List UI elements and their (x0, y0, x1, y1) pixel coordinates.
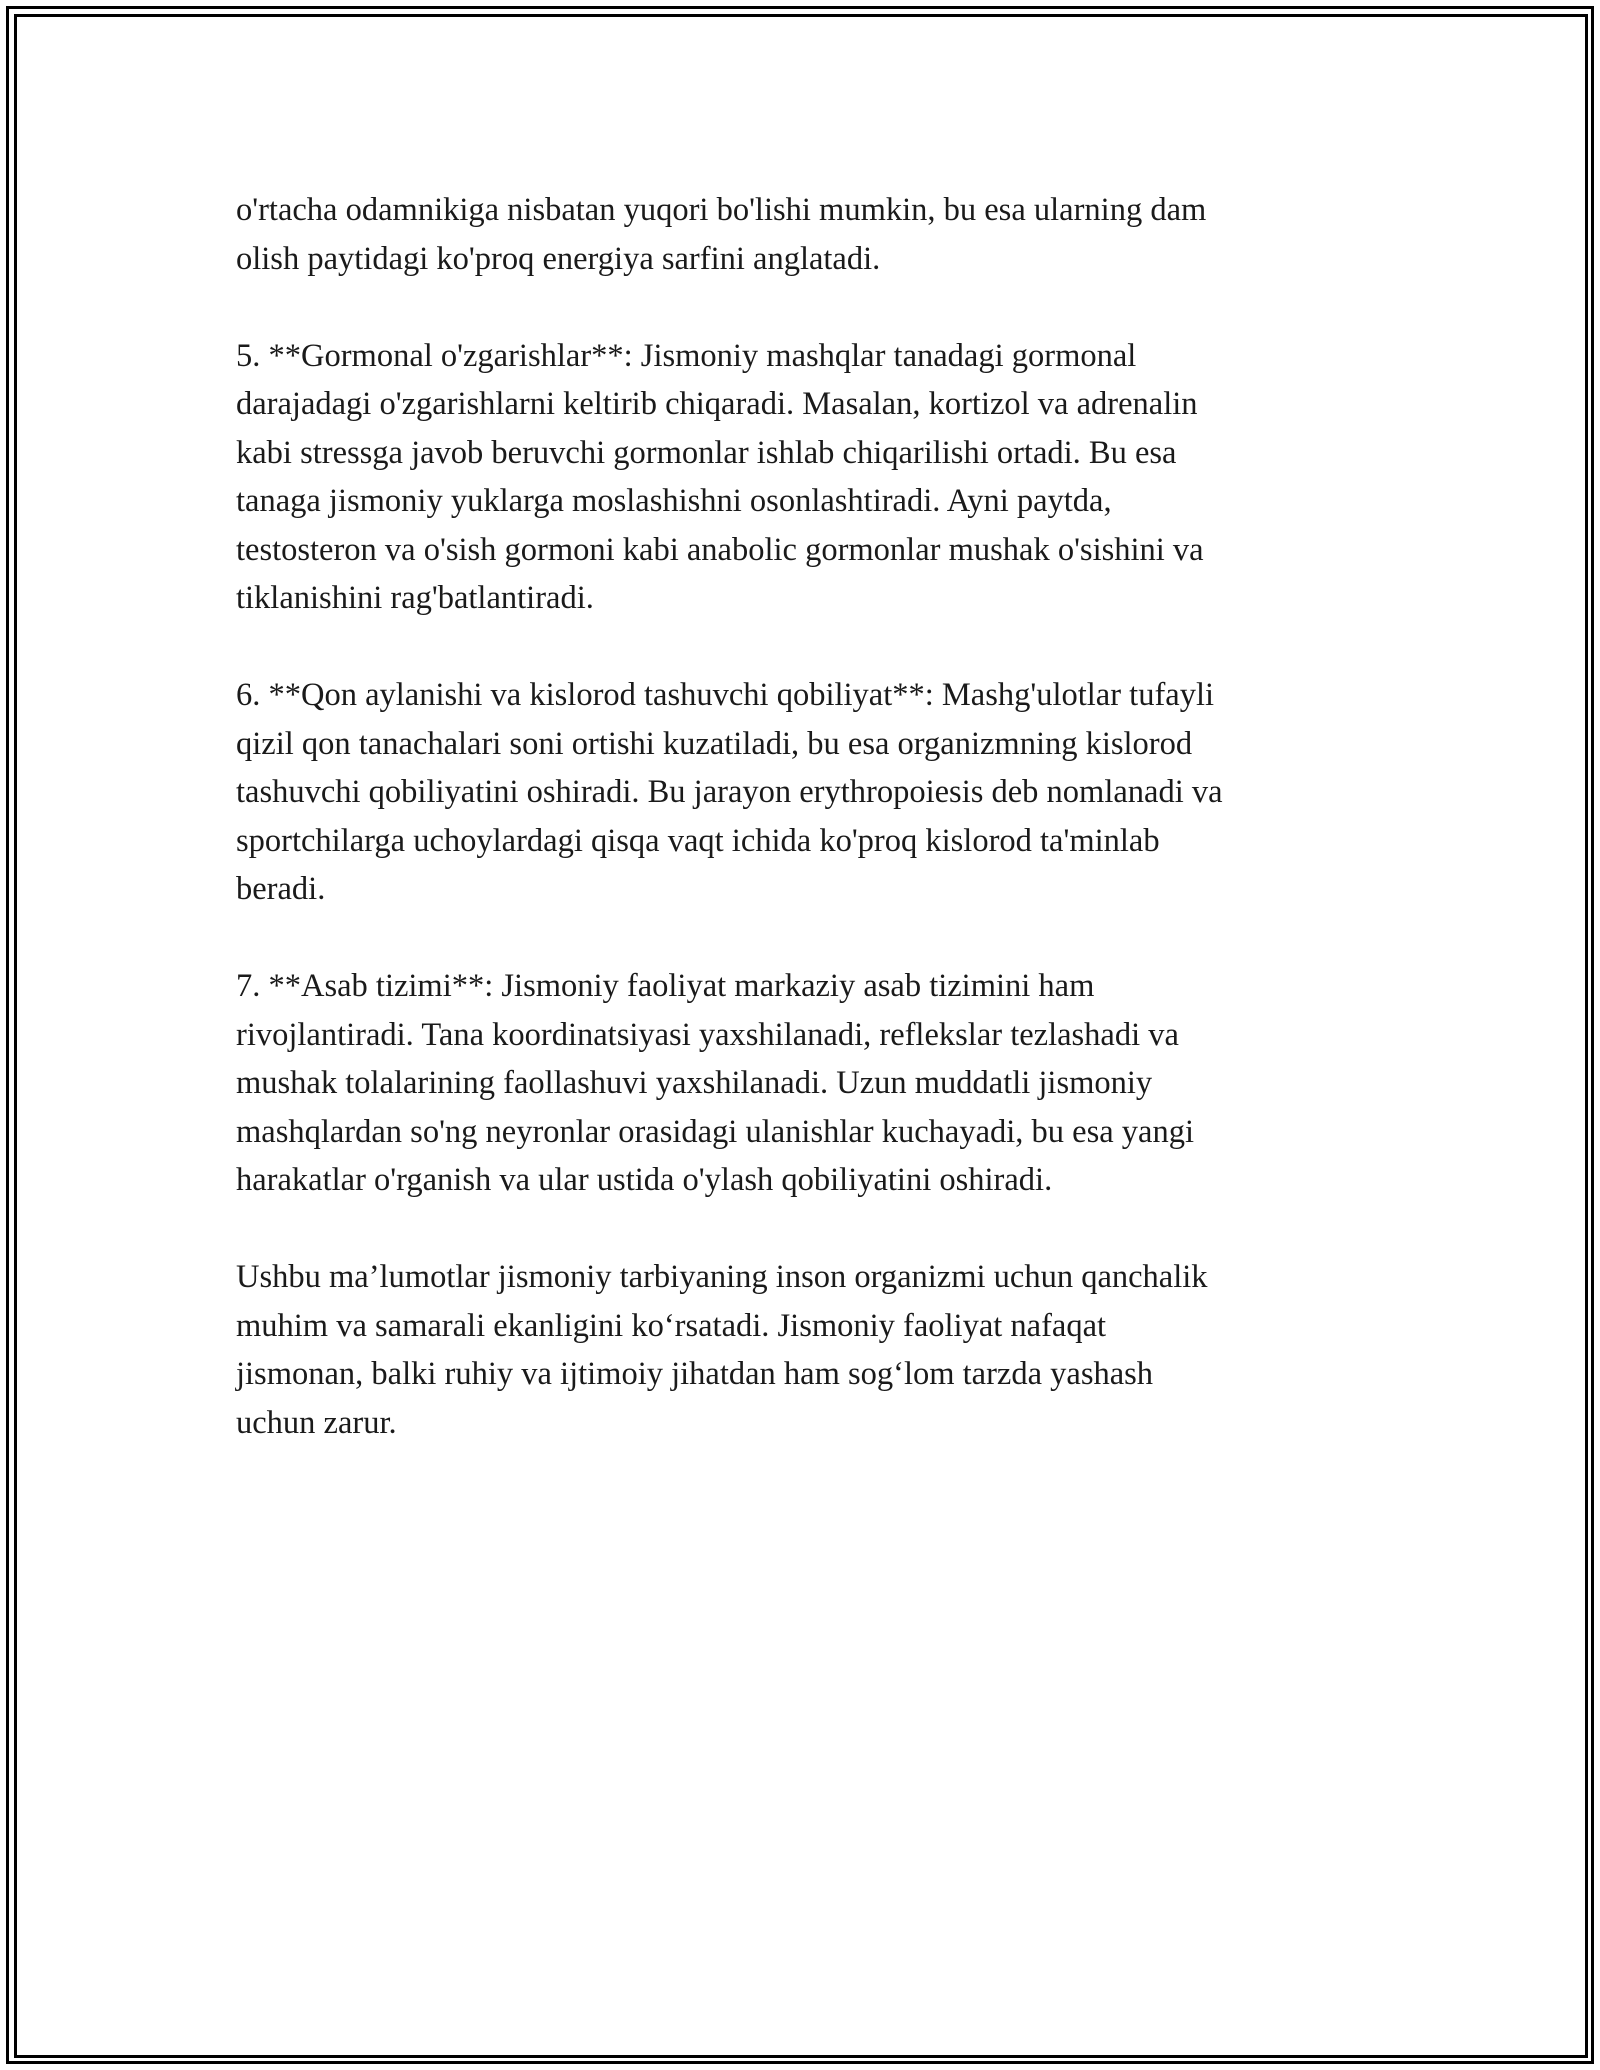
paragraph-nervous-system: 7. **Asab tizimi**: Jismoniy faoliyat markaziy asab tizimini ham rivojlantiradi. Tana koordinatsiyasi yaxshilanadi, reflekslar tezlashadi va mushak tolalarining faollashuvi yaxshilanadi. Uzun muddatli jismoniy mashqlardan so'ng neyronlar orasidagi ulanishlar kuchayadi, bu esa yangi harakatlar o'rganish va ular ustida o'ylash qobiliyatini oshiradi. (236, 968, 1195, 1198)
paragraph-blood-circulation: 6. **Qon aylanishi va kislorod tashuvchi qobiliyat**: Mashg'ulotlar tufayli qizil qon tanachalari soni ortishi kuzatiladi, bu esa organizmning kislorod tashuvchi qobiliyatini oshiradi. Bu jarayon erythropoiesis deb nomlanadi va sportchilarga uchoylardagi qisqa vaqt ichida ko'proq kislorod ta'minlab beradi. (236, 677, 1223, 907)
paragraph-hormonal-changes: 5. **Gormonal o'zgarishlar**: Jismoniy mashqlar tanadagi gormonal darajadagi o'zgarishlarni keltirib chiqaradi. Masalan, kortizol va adrenalin kabi stressga javob beruvchi gormonlar ishlab chiqarilishi ortadi. Bu esa tanaga jismoniy yuklarga moslashishni osonlashtiradi. Ayni paytda, testosteron va o'sish gormoni kabi anabolic gormonlar mushak o'sishini va tiklanishini rag'batlantiradi. (236, 337, 1204, 616)
paragraph-continuation: o'rtacha odamnikiga nisbatan yuqori bo'lishi mumkin, bu esa ularning dam olish paytidagi ko'proq energiya sarfini anglatadi. (236, 192, 1207, 277)
paragraph-conclusion: Ushbu ma’lumotlar jismoniy tarbiyaning inson organizmi uchun qanchalik muhim va samarali ekanligini ko‘rsatadi. Jismoniy faoliyat nafaqat jismonan, balki ruhiy va ijtimoiy jihatdan ham sog‘lom tarzda yashash uchun zarur. (236, 1259, 1208, 1441)
document-body (236, 186, 1366, 1496)
